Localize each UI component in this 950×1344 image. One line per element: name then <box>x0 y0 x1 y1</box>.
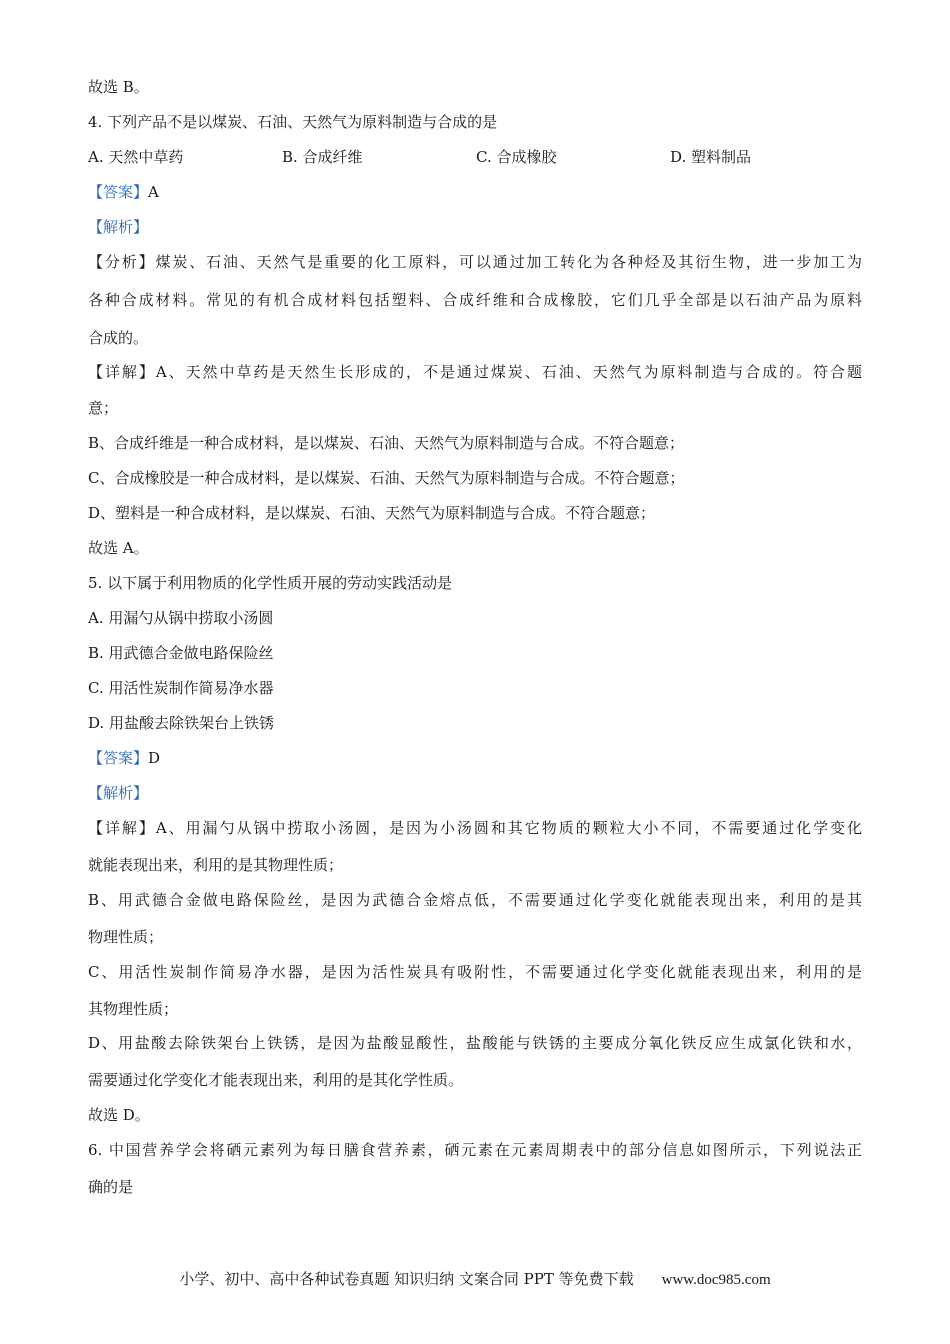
text-line: C、合成橡胶是一种合成材料，是以煤炭、石油、天然气为原料制造与合成。不符合题意； <box>88 469 685 487</box>
text-line: B、用武德合金做电路保险丝，是因为武德合金熔点低，不需要通过化学变化就能表现出来，利用的是其 <box>88 891 862 909</box>
text-line: D、塑料是一种合成材料，是以煤炭、石油、天然气为原料制造与合成。不符合题意； <box>88 504 656 522</box>
text-line: 就能表现出来，利用的是其物理性质； <box>88 856 344 874</box>
text-line: 【详解】A、天然中草药是天然生长形成的，不是通过煤炭、石油、天然气为原料制造与合成的。符合题 <box>88 363 862 381</box>
question-6-stem: 6. 中国营养学会将硒元素列为每日膳食营养素，硒元素在元素周期表中的部分信息如图所示，下列说法正 <box>88 1141 862 1159</box>
text-line: 【详解】A、用漏勺从锅中捞取小汤圆，是因为小汤圆和其它物质的颗粒大小不同，不需要通过化学变化 <box>88 819 862 837</box>
analysis-tag: 【解析】 <box>88 784 149 802</box>
text-line: 意； <box>88 399 119 417</box>
footer-url[interactable]: www.doc985.com <box>661 1272 771 1288</box>
text-line: 需要通过化学变化才能表现出来，利用的是其化学性质。 <box>88 1071 464 1089</box>
q5-option-b: B. 用武德合金做电路保险丝 <box>88 644 274 662</box>
text-line: 合成的。 <box>88 329 149 347</box>
question-4-stem: 4. 下列产品不是以煤炭、石油、天然气为原料制造与合成的是 <box>88 113 498 131</box>
text-line: 其物理性质； <box>88 1000 179 1018</box>
answer-value: D <box>148 749 161 767</box>
q4-option-d: D. 塑料制品 <box>670 148 752 166</box>
text-line: 物理性质； <box>88 928 164 946</box>
footer-text: 小学、初中、高中各种试卷真题 知识归纳 文案合同 PPT 等免费下载 <box>179 1270 634 1288</box>
text-line: 故选 D。 <box>88 1106 150 1124</box>
q5-option-c: C. 用活性炭制作简易净水器 <box>88 679 274 697</box>
answer-tag: 【答案】 <box>88 183 149 201</box>
page-footer <box>0 1269 950 1290</box>
analysis-line <box>88 217 862 237</box>
answer-line <box>88 182 862 202</box>
text-line: 确的是 <box>88 1178 134 1196</box>
analysis-tag: 【解析】 <box>88 218 149 236</box>
answer-line <box>88 748 862 768</box>
question-5-stem: 5. 以下属于利用物质的化学性质开展的劳动实践活动是 <box>88 574 453 592</box>
text-line: 【分析】煤炭、石油、天然气是重要的化工原料，可以通过加工转化为各种烃及其衍生物，进一步加工为 <box>88 253 862 271</box>
text-line: 各种合成材料。常见的有机合成材料包括塑料、合成纤维和合成橡胶，它们几乎全部是以石油产品为原料 <box>88 291 862 309</box>
answer-tag: 【答案】 <box>88 749 149 767</box>
analysis-line <box>88 783 862 803</box>
text-line: D、用盐酸去除铁架台上铁锈，是因为盐酸显酸性，盐酸能与铁锈的主要成分氧化铁反应生成氯化铁和水， <box>88 1034 862 1052</box>
q5-option-a: A. 用漏勺从锅中捞取小汤圆 <box>88 609 274 627</box>
answer-value: A <box>148 183 159 201</box>
text-line: 故选 A。 <box>88 539 149 557</box>
text-line: B、合成纤维是一种合成材料，是以煤炭、石油、天然气为原料制造与合成。不符合题意； <box>88 434 685 452</box>
text-line: C、用活性炭制作简易净水器，是因为活性炭具有吸附性，不需要通过化学变化就能表现出来，利用的是 <box>88 963 862 981</box>
q4-option-c: C. 合成橡胶 <box>476 148 557 166</box>
q5-option-d: D. 用盐酸去除铁架台上铁锈 <box>88 714 275 732</box>
q4-option-a: A. 天然中草药 <box>88 148 184 166</box>
q4-option-b: B. 合成纤维 <box>282 148 363 166</box>
text-line: 故选 B。 <box>88 78 149 96</box>
